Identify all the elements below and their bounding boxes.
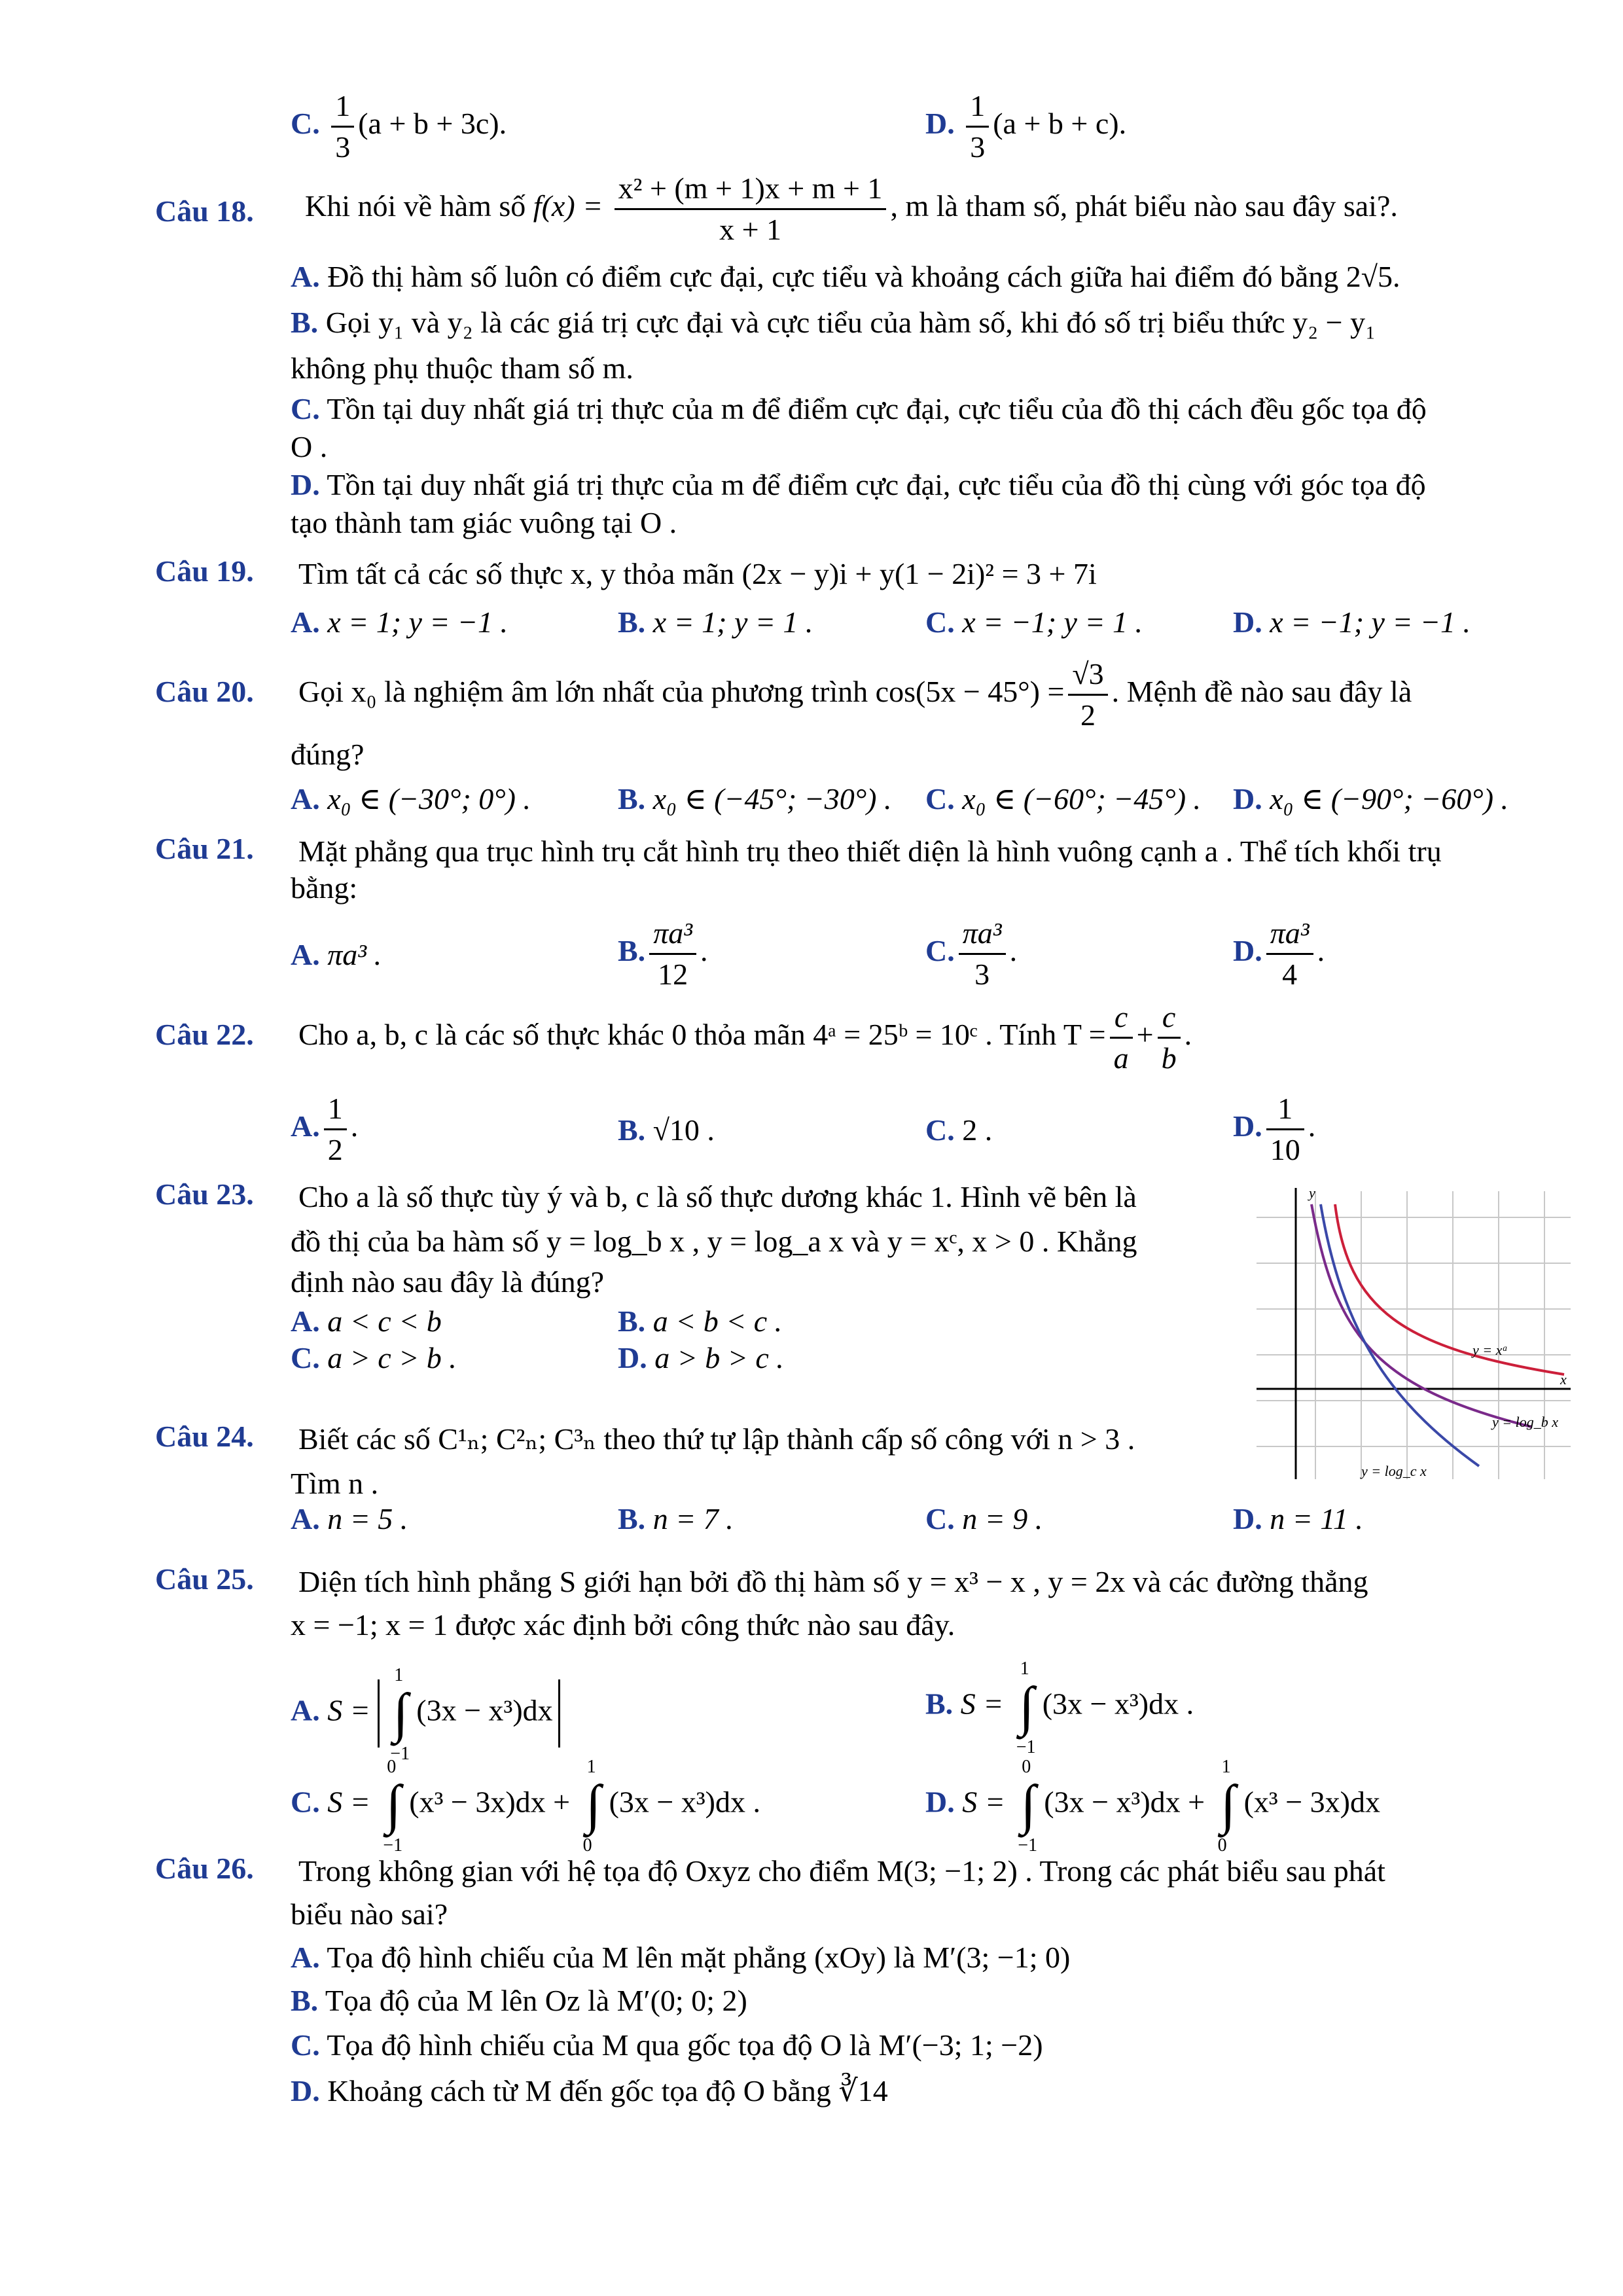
fraction: $\frac{1}{2}$ bbox=[324, 1089, 347, 1170]
option-b: B. √10 . bbox=[618, 1113, 715, 1147]
question-stem: Cho a là số thực tùy ý và b, c là số thực dương khác 1. Hình vẽ bên là bbox=[298, 1180, 1137, 1213]
integral-sign: 1 ∫ −1 bbox=[390, 1665, 410, 1764]
question-stem: Biết các số C¹ₙ; C²ₙ; C³ₙ theo thứ tự lập thành cấp số công với n > 3 . bbox=[298, 1422, 1135, 1456]
question-label: Câu 24. bbox=[155, 1420, 254, 1453]
question-label: Câu 21. bbox=[155, 832, 254, 865]
option-d: D. Khoảng cách từ M đến gốc tọa độ O bằng ∛14 bbox=[291, 2074, 888, 2108]
option-d: D. x₀ ∈ (−90°; −60°) . bbox=[1233, 782, 1509, 816]
question-stem-cont: biểu nào sai? bbox=[291, 1897, 448, 1931]
option-b: B. S = 1 ∫ −1 (3x − x³)dx . bbox=[925, 1659, 1194, 1757]
question-stem: Gọi x₀ là nghiệm âm lớn nhất của phương trình cos(5x − 45°) = $\frac{√3}{2}$ . Mệnh đề nào sau đây là bbox=[298, 655, 1412, 735]
option-d: D. $\frac{\text{πa³}}{4}$ . bbox=[1233, 914, 1325, 994]
question-stem-cont: đúng? bbox=[291, 738, 365, 771]
fraction: $\frac{\text{πa³}}{4}$ bbox=[1266, 914, 1313, 994]
integral-sign: 1 ∫ 0 bbox=[1217, 1757, 1236, 1856]
integral-sign: 0 ∫ −1 bbox=[383, 1757, 403, 1856]
option-b: B. Gọi y₁ và y₂ là các giá trị cực đại và cực tiểu của hàm số, khi đó số trị biểu thức y₂ − y₁ bbox=[291, 306, 1376, 339]
fraction: $\frac{1}{3}$ bbox=[331, 86, 354, 167]
fraction: $\frac{c}{b}$ bbox=[1158, 997, 1181, 1078]
curve-log-c bbox=[1321, 1204, 1479, 1466]
option-c: C. a > c > b . bbox=[291, 1341, 457, 1374]
option-a: A. x₀ ∈ (−30°; 0°) . bbox=[291, 782, 531, 816]
question-label: Câu 20. bbox=[155, 675, 254, 708]
option-c: C. Tọa độ hình chiếu của M qua gốc tọa độ O là M′(−3; 1; −2) bbox=[291, 2028, 1043, 2062]
option-b: B. Tọa độ của M lên Oz là M′(0; 0; 2) bbox=[291, 1984, 747, 2017]
question-stem-cont: Tìm n . bbox=[291, 1467, 379, 1500]
option-b: B. x₀ ∈ (−45°; −30°) . bbox=[618, 782, 892, 816]
option-label: D. bbox=[925, 107, 955, 141]
option-c-cont: O . bbox=[291, 430, 328, 463]
fraction: $\frac{\text{πa³}}{3}$ bbox=[959, 914, 1006, 994]
question-label: Câu 22. bbox=[155, 1018, 254, 1051]
option-d: D. a > b > c . bbox=[618, 1341, 784, 1374]
fraction: $\frac{\text{πa³}}{12}$ bbox=[649, 914, 696, 994]
integral-sign: 1 ∫ 0 bbox=[582, 1757, 601, 1856]
option-c: C. S = 0 ∫ −1 (x³ − 3x)dx + 1 ∫ 0 (3x − x³)dx . bbox=[291, 1757, 760, 1856]
option-c: C. x = −1; y = 1 . bbox=[925, 605, 1143, 639]
option-a: A. a < c < b bbox=[291, 1304, 442, 1338]
prev-option-c bbox=[291, 86, 507, 167]
option-d: D. Tồn tại duy nhất giá trị thực của m để điểm cực đại, cực tiểu của đồ thị cùng với góc tọa độ bbox=[291, 468, 1426, 501]
fraction: $\frac{1}{3}$ bbox=[966, 86, 989, 167]
label-log-b: y = log_b x bbox=[1492, 1414, 1558, 1430]
question-stem-cont: đồ thị của ba hàm số y = log_b x , y = log_a x và y = xᶜ, x > 0 . Khẳng bbox=[291, 1225, 1137, 1258]
option-text: (a + b + 3c). bbox=[358, 107, 507, 141]
prev-option-d bbox=[925, 86, 1126, 167]
label-log-c: y = log_c x bbox=[1361, 1463, 1427, 1479]
question-label: Câu 19. bbox=[155, 554, 254, 588]
question-label: Câu 26. bbox=[155, 1852, 254, 1885]
question-label: Câu 25. bbox=[155, 1562, 254, 1596]
option-d: D. x = −1; y = −1 . bbox=[1233, 605, 1471, 639]
question-stem: Cho a, b, c là các số thực khác 0 thỏa mãn 4ᵃ = 25ᵇ = 10ᶜ . Tính T = $\frac{c}{a}$ + $\frac{c}{b}$ . bbox=[298, 997, 1192, 1078]
fraction: $\frac{√3}{2}$ bbox=[1068, 655, 1107, 735]
option-c: C. Tồn tại duy nhất giá trị thực của m để điểm cực đại, cực tiểu của đồ thị cách đều gốc tọa độ bbox=[291, 392, 1427, 425]
option-label: C. bbox=[291, 107, 320, 141]
grid bbox=[1257, 1191, 1571, 1479]
option-b: B. a < b < c . bbox=[618, 1304, 783, 1338]
option-d: D. n = 11 . bbox=[1233, 1502, 1363, 1535]
question-stem-cont: bằng: bbox=[291, 871, 358, 905]
option-d-cont: tạo thành tam giác vuông tại O . bbox=[291, 506, 677, 539]
option-a: A. S = 1 ∫ −1 (3x − x³)dx bbox=[291, 1679, 560, 1748]
question-label: Câu 23. bbox=[155, 1177, 254, 1211]
option-a: A. Tọa độ hình chiếu của M lên mặt phẳng (xOy) là M′(3; −1; 0) bbox=[291, 1941, 1071, 1974]
absolute-value: 1 ∫ −1 (3x − x³)dx bbox=[378, 1679, 560, 1748]
question-stem: Tìm tất cả các số thực x, y thỏa mãn (2x − y)i + y(1 − 2i)² = 3 + 7i bbox=[298, 557, 1097, 590]
option-a: A. $\frac{1}{2}$ . bbox=[291, 1089, 358, 1170]
function-graph bbox=[1243, 1178, 1584, 1492]
question-stem-cont: x = −1; x = 1 được xác định bởi công thức nào sau đây. bbox=[291, 1608, 955, 1641]
option-d: D. $\frac{1}{10}$ . bbox=[1233, 1089, 1315, 1170]
fraction: $\frac{c}{a}$ bbox=[1110, 997, 1133, 1078]
option-a: A. Đồ thị hàm số luôn có điểm cực đại, cực tiểu và khoảng cách giữa hai điểm đó bằng 2√5. bbox=[291, 260, 1400, 293]
y-axis-label: y bbox=[1309, 1185, 1315, 1201]
fraction: $\frac{1}{10}$ bbox=[1266, 1089, 1304, 1170]
question-stem-cont: định nào sau đây là đúng? bbox=[291, 1265, 605, 1299]
option-a: A. x = 1; y = −1 . bbox=[291, 605, 508, 639]
option-b: B. $\frac{\text{πa³}}{12}$ . bbox=[618, 914, 708, 994]
option-b: B. n = 7 . bbox=[618, 1502, 734, 1535]
question-stem: Trong không gian với hệ tọa độ Oxyz cho điểm M(3; −1; 2) . Trong các phát biểu sau phát bbox=[298, 1854, 1385, 1888]
integral-sign: 1 ∫ −1 bbox=[1016, 1659, 1036, 1757]
question-stem: Mặt phẳng qua trục hình trụ cắt hình trụ theo thiết diện là hình vuông cạnh a . Thể tích khối trụ bbox=[298, 834, 1442, 868]
x-axis-label: x bbox=[1560, 1371, 1567, 1388]
option-text: (a + b + c). bbox=[993, 107, 1127, 141]
fraction: $\frac{\text{x² + (m + 1)x + m + 1}}{x + 1}$ bbox=[615, 169, 887, 249]
integral-sign: 0 ∫ −1 bbox=[1018, 1757, 1038, 1856]
question-stem: Diện tích hình phẳng S giới hạn bởi đồ thị hàm số y = x³ − x , y = 2x và các đường thẳng bbox=[298, 1565, 1368, 1598]
option-c: C. n = 9 . bbox=[925, 1502, 1043, 1535]
option-b-cont: không phụ thuộc tham số m. bbox=[291, 351, 633, 385]
question-stem: Khi nói về hàm số f(x) = $\frac{\text{x² + (m + 1)x + m + 1}}{x + 1}$ , m là tham số, phát biểu nào sau đây sai?. bbox=[305, 169, 1398, 249]
question-label: Câu 18. bbox=[155, 194, 254, 228]
option-c: C. $\frac{\text{πa³}}{3}$ . bbox=[925, 914, 1017, 994]
label-power: y = xᵃ bbox=[1472, 1342, 1508, 1358]
option-a: A. πa³ . bbox=[291, 938, 382, 971]
option-c: C. 2 . bbox=[925, 1113, 993, 1147]
option-b: B. x = 1; y = 1 . bbox=[618, 605, 813, 639]
option-c: C. x₀ ∈ (−60°; −45°) . bbox=[925, 782, 1202, 816]
option-d: D. S = 0 ∫ −1 (3x − x³)dx + 1 ∫ 0 (x³ − 3x)dx bbox=[925, 1757, 1380, 1856]
option-a: A. n = 5 . bbox=[291, 1502, 408, 1535]
